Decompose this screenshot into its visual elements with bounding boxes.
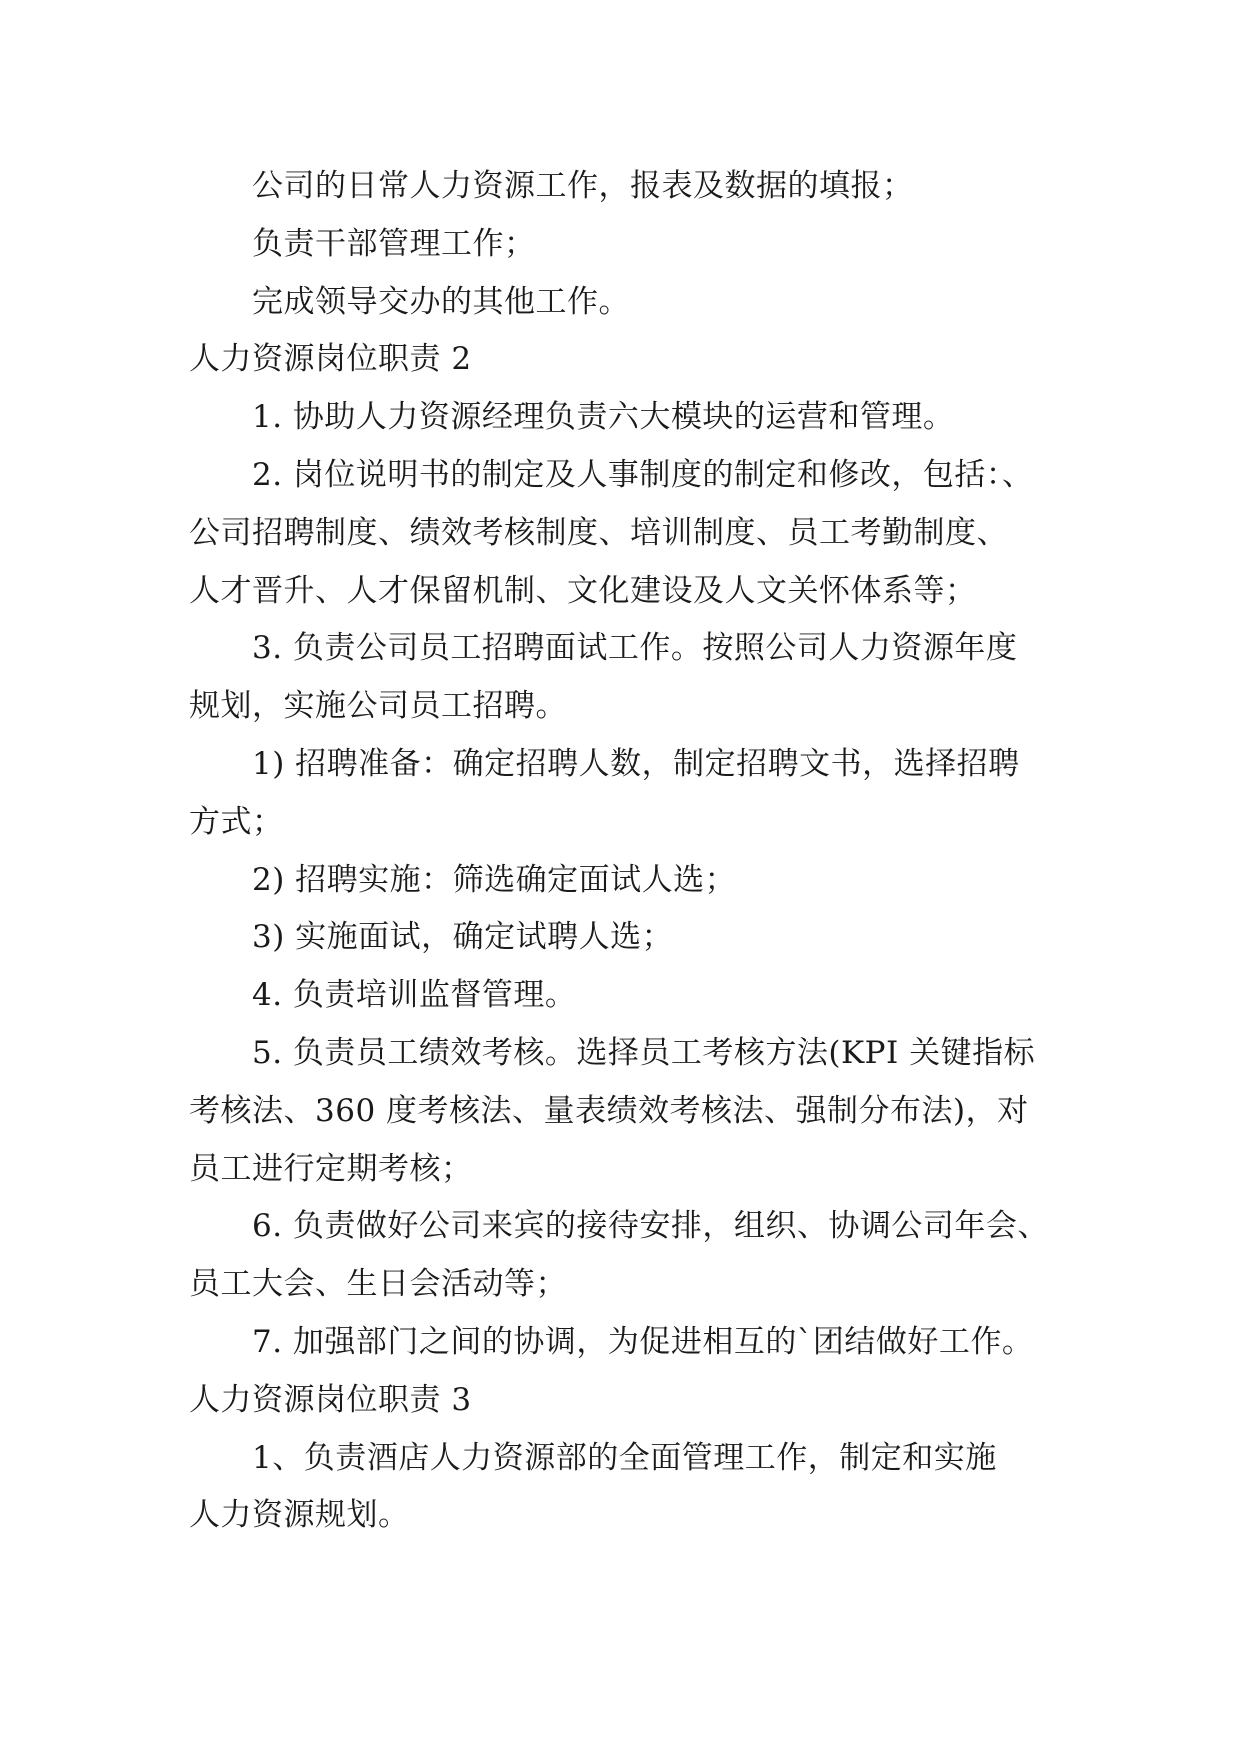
paragraph-line: 员工进行定期考核； [189,1150,473,1187]
paragraph-line: 6. 负责做好公司来宾的接待安排，组织、协调公司年会、 [252,1208,1049,1245]
paragraph-line: 1. 协助人力资源经理负责六大模块的运营和管理。 [252,399,955,436]
paragraph-line: 1) 招聘准备：确定招聘人数，制定招聘文书，选择招聘 [252,745,1020,782]
paragraph-line: 员工大会、生日会活动等； [189,1266,567,1303]
paragraph-line: 4. 负责培训监督管理。 [252,977,577,1014]
paragraph-line: 公司招聘制度、绩效考核制度、培训制度、员工考勤制度、 [189,514,1008,551]
section-heading: 人力资源岗位职责 2 [189,341,472,378]
paragraph-line: 规划，实施公司员工招聘。 [189,688,567,725]
paragraph-line: 2. 岗位说明书的制定及人事制度的制定和修改，包括：、 [252,456,1034,493]
paragraph-line: 3. 负责公司员工招聘面试工作。按照公司人力资源年度 [252,630,1018,667]
paragraph-line: 人力资源规划。 [189,1497,410,1534]
paragraph-line: 公司的日常人力资源工作，报表及数据的填报； [252,168,914,204]
paragraph-line: 方式； [189,803,284,840]
document-body [189,158,1064,1545]
paragraph-line: 5. 负责员工绩效考核。选择员工考核方法(KPI 关键指标 [252,1034,1036,1071]
section-heading: 人力资源岗位职责 3 [189,1381,472,1418]
paragraph-line: 考核法、360 度考核法、量表绩效考核法、强制分布法)，对 [189,1092,1029,1129]
paragraph-line: 3) 实施面试，确定试聘人选； [252,919,674,956]
paragraph-line: 完成领导交办的其他工作。 [252,283,630,320]
paragraph-line: 1、负责酒店人力资源部的全面管理工作，制定和实施 [252,1439,997,1476]
paragraph-line: 负责干部管理工作； [252,225,536,262]
paragraph-line: 7. 加强部门之间的协调，为促进相互的`团结做好工作。 [252,1323,1034,1360]
paragraph-line: 2) 招聘实施：筛选确定面试人选； [252,861,737,898]
paragraph-line: 人才晋升、人才保留机制、文化建设及人文关怀体系等； [189,572,977,609]
